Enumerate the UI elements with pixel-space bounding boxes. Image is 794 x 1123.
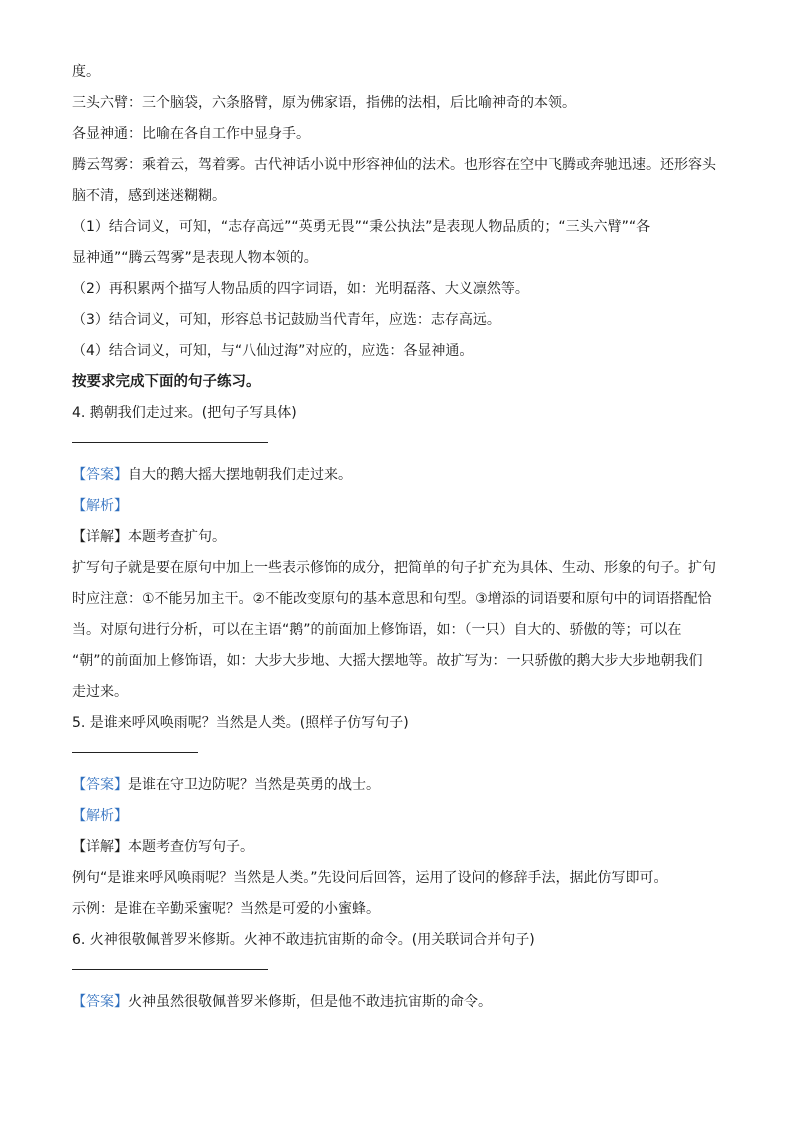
definition-tengyunjiawu-cont: 脑不清，感到迷迷糊糊。 [72, 188, 226, 204]
answer-text: 是谁在守卫边防呢？当然是英勇的战士。 [128, 777, 380, 793]
definition-tengyunjiawu: 腾云驾雾：乘着云，驾着雾。古代神话小说中形容神仙的法术。也形容在空中飞腾或奔驰迅速。还形容头 [72, 157, 716, 173]
explanation-3: （3）结合词义，可知，形容总书记鼓励当代青年，应选：志存高远。 [72, 312, 501, 328]
detail-4-p1: 扩写句子就是要在原句中加上一些表示修饰的成分，把简单的句子扩充为具体、生动、形象的句子。扩句 [72, 560, 716, 576]
detail-5 [72, 837, 722, 868]
detail-5-p1: 例句“是谁来呼风唤雨呢？当然是人类。”先设问后回答，运用了设问的修辞手法，据此仿写即可。 [72, 870, 668, 886]
answer-4 [72, 465, 722, 496]
detail-4-p2: 时应注意：①不能另加主干。②不能改变原句的基本意思和句型。③增添的词语要和原句中的词语搭配恰 [72, 591, 712, 607]
answer-text: 火神虽然很敬佩普罗米修斯，但是他不敢违抗宙斯的命令。 [128, 994, 492, 1010]
answer-blank-4 [72, 434, 722, 465]
text-line: 度。 [72, 64, 100, 80]
analysis-tag-5: 【解析】 [72, 808, 128, 824]
answer-tag: 【答案】 [72, 777, 128, 793]
detail-4-p5: 走过来。 [72, 684, 128, 700]
question-6: 6. 火神很敬佩普罗米修斯。火神不敢违抗宙斯的命令。(用关联词合并句子) [72, 932, 535, 948]
answer-text: 自大的鹅大摇大摆地朝我们走过来。 [128, 467, 352, 483]
detail-4-p3: 当。对原句进行分析，可以在主语“鹅”的前面加上修饰语，如：（一只）自大的、骄傲的等；可以在 [72, 622, 682, 638]
analysis-tag-4: 【解析】 [72, 498, 128, 514]
question-4: 4. 鹅朝我们走过来。(把句子写具体) [72, 405, 297, 421]
answer-5 [72, 775, 722, 806]
explanation-4: （4）结合词义，可知，与“八仙过海”对应的，应选：各显神通。 [72, 343, 474, 359]
answer-6 [72, 992, 722, 1023]
answer-tag: 【答案】 [72, 994, 128, 1010]
answer-tag: 【答案】 [72, 467, 128, 483]
question-5: 5. 是谁来呼风唤雨呢？当然是人类。(照样子仿写句子) [72, 715, 409, 731]
section-heading: 按要求完成下面的句子练习。 [72, 374, 261, 390]
detail-tag: 【详解】 [72, 839, 128, 855]
detail-text: 本题考查扩句。 [128, 529, 226, 545]
detail-5-p2: 示例：是谁在辛勤采蜜呢？当然是可爱的小蜜蜂。 [72, 901, 380, 917]
detail-4-p4: “朝”的前面加上修饰语，如：大步大步地、大摇大摆地等。故扩写为：一只骄傲的鹅大步大步地朝我们 [72, 653, 703, 669]
explanation-1-cont: 显神通”“腾云驾雾”是表现人物本领的。 [72, 250, 318, 266]
answer-blank-5 [72, 744, 722, 775]
explanation-2: （2）再积累两个描写人物品质的四字词语，如：光明磊落、大义凛然等。 [72, 281, 529, 297]
detail-tag: 【详解】 [72, 529, 128, 545]
answer-blank-6 [72, 961, 722, 992]
detail-4 [72, 527, 722, 558]
explanation-1: （1）结合词义，可知，“志存高远”“英勇无畏”“秉公执法”是表现人物品质的；“三头六臂”“各 [72, 219, 651, 235]
definition-santouliubi: 三头六臂：三个脑袋，六条胳臂，原为佛家语，指佛的法相，后比喻神奇的本领。 [72, 95, 576, 111]
definition-gexianshentong: 各显神通：比喻在各自工作中显身手。 [72, 126, 310, 142]
detail-text: 本题考查仿写句子。 [128, 839, 254, 855]
document-page [72, 62, 722, 1023]
